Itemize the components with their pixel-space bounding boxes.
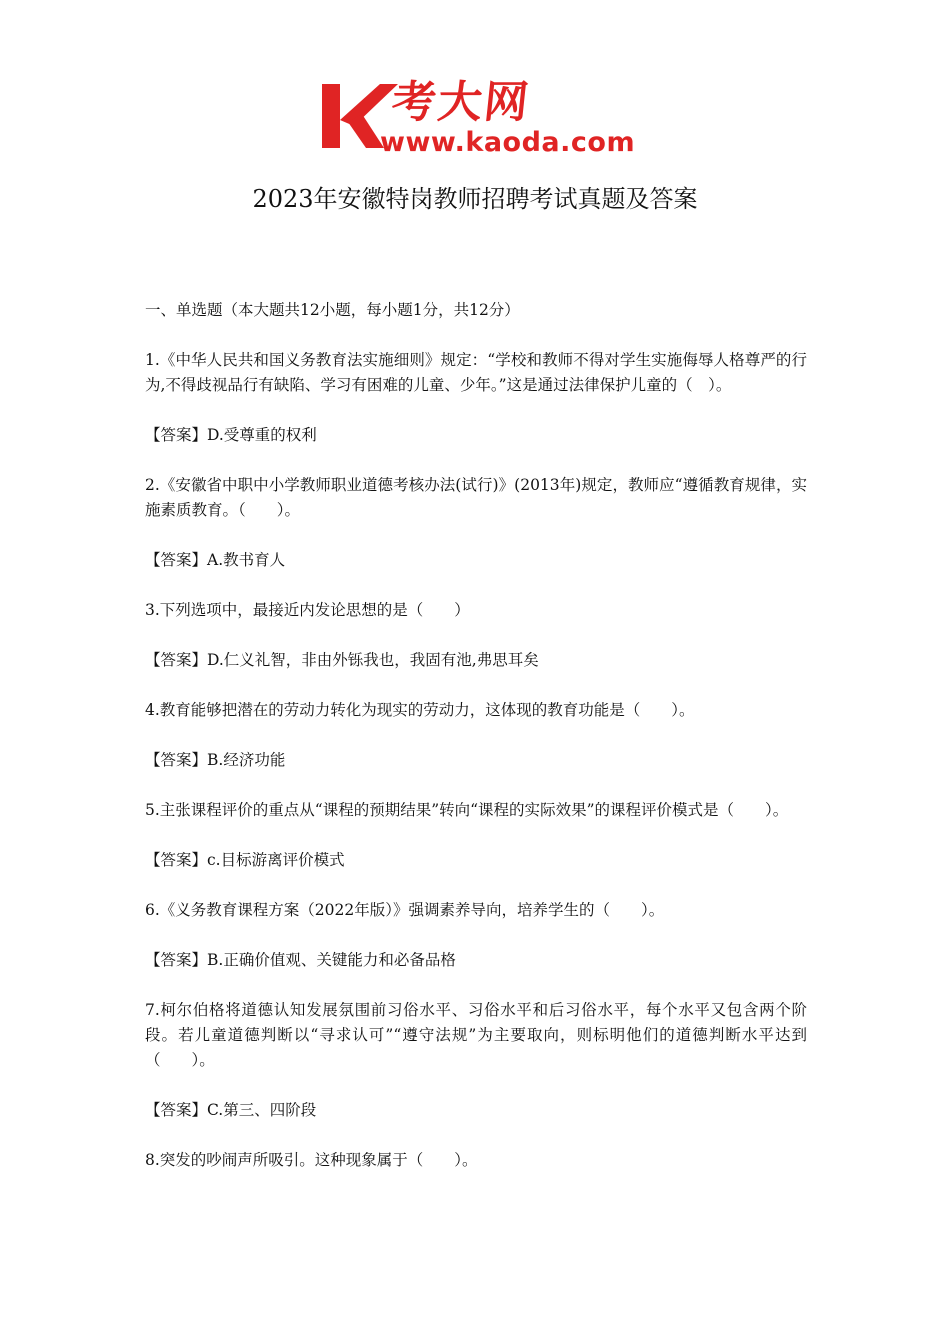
logo-url-text: www.kaoda.com <box>380 127 636 158</box>
logo-brand-text: 考大网 <box>389 77 533 128</box>
question-6: 6.《义务教育课程方案（2022年版）》强调素养导向，培养学生的（ ）。 <box>145 901 665 919</box>
answer-4: 【答案】B.经济功能 <box>145 751 286 769</box>
question-5: 5.主张课程评价的重点从“课程的预期结果”转向“课程的实际效果”的课程评价模式是（ ）。 <box>145 801 789 819</box>
document-body <box>145 298 807 1198</box>
question-2: 2.《安徽省中职中小学教师职业道德考核办法(试行)》(2013年)规定，教师应“遵循教育规律，实施素质教育。（ ）。 <box>145 476 807 519</box>
kaoda-logo <box>318 78 638 160</box>
answer-5: 【答案】c.目标游离评价模式 <box>145 851 345 869</box>
section-heading: 一、单选题（本大题共12小题，每小题1分，共12分） <box>145 301 520 319</box>
answer-1: 【答案】D.受尊重的权利 <box>145 426 317 444</box>
document-title: 2023年安徽特岗教师招聘考试真题及答案 <box>252 185 698 213</box>
question-1: 1.《中华人民共和国义务教育法实施细则》规定：“学校和教师不得对学生实施侮辱人格尊严的行为,不得歧视品行有缺陷、学习有困难的儿童、少年。”这是通过法律保护儿童的（ ）。 <box>145 351 807 394</box>
answer-7: 【答案】C.第三、四阶段 <box>145 1101 317 1119</box>
answer-3: 【答案】D.仁义礼智，非由外铄我也，我固有池,弗思耳矣 <box>145 651 539 669</box>
question-3: 3.下列选项中，最接近内发论思想的是（ ） <box>145 601 470 619</box>
question-7: 7.柯尔伯格将道德认知发展氛围前习俗水平、习俗水平和后习俗水平，每个水平又包含两个阶段。若儿童道德判断以“寻求认可”“遵守法规”为主要取向，则标明他们的道德判断水平达到（ ）。 <box>145 1001 807 1069</box>
answer-6: 【答案】B.正确价值观、关键能力和必备品格 <box>145 951 456 969</box>
question-4: 4.教育能够把潜在的劳动力转化为现实的劳动力，这体现的教育功能是（ ）。 <box>145 701 695 719</box>
answer-2: 【答案】A.教书育人 <box>145 551 286 569</box>
question-8: 8.突发的吵闹声所吸引。这种现象属于（ ）。 <box>145 1151 478 1169</box>
